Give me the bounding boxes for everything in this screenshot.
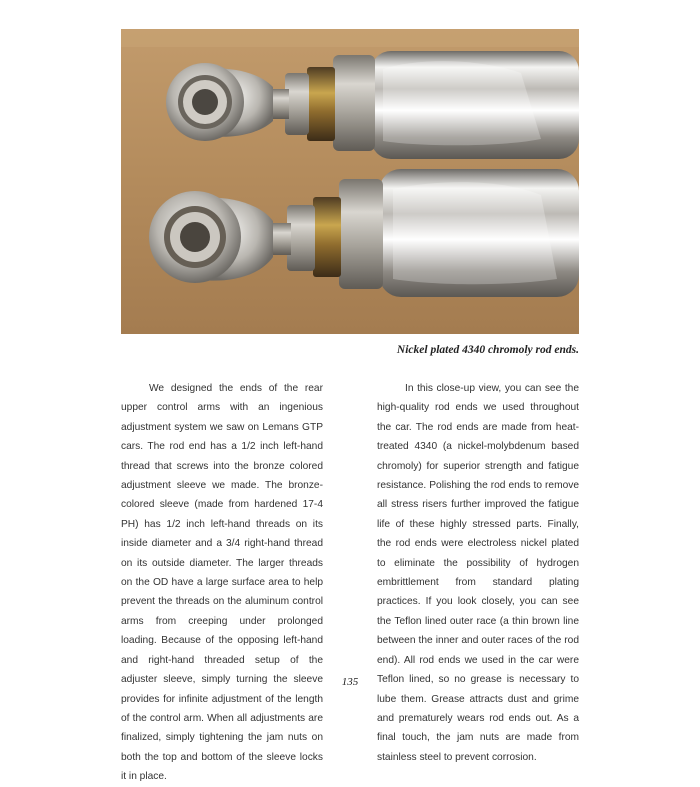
right-text-column [377, 379, 579, 767]
left-paragraph: We designed the ends of the rear upper control arms with an ingenious adjustment system we saw on Lemans GTP cars. The rod end has a 1/2 inch left-hand thread that screws into the bronze colored adjustment sleeve we made. The bronze-colored sleeve (made from hardened 17-4 PH) has 1/2 inch left-hand threads on its inside diameter and a 3/4 right-hand thread on its outside diameter. The larger threads on the OD have a large surface area to help prevent the threads on the aluminum control arms from creeping under prolonged loading. Because of the opposing left-hand and right-hand threaded setup of the adjuster sleeve, simply turning the sleeve provides for infinite adjustment of the length of the control arm. When all adjustments are finalized, simply tightening the jam nuts on both the top and bottom of the sleeve locks it in place. [121, 383, 323, 783]
rod-ends-photo [121, 29, 579, 334]
left-text-column [121, 379, 323, 787]
right-paragraph: In this close-up view, you can see the high-quality rod ends we used throughout the car. The rod ends are made from heat-treated 4340 (a nickel-molybdenum based chromoly) for superior strength and fatigue resistance. Polishing the rod ends to remove all stress risers further improved the fatigue life of these highly stressed parts. Finally, the rod ends were electroless nickel plated to eliminate the possibility of hydrogen embrittlement from standard plating practices. If you look closely, you can see the Teflon lined outer race (a thin brown line between the inner and outer races of the rod end). All rod ends we used in the car were Teflon lined, so no grease is necessary to lube them. Grease attracts dust and grime and prematurely wears rod ends out. As a final touch, the jam nuts are made from stainless steel to prevent corrosion. [377, 383, 579, 763]
photo-caption: Nickel plated 4340 chromoly rod ends. [396, 344, 579, 356]
page-number: 135 [341, 676, 359, 688]
